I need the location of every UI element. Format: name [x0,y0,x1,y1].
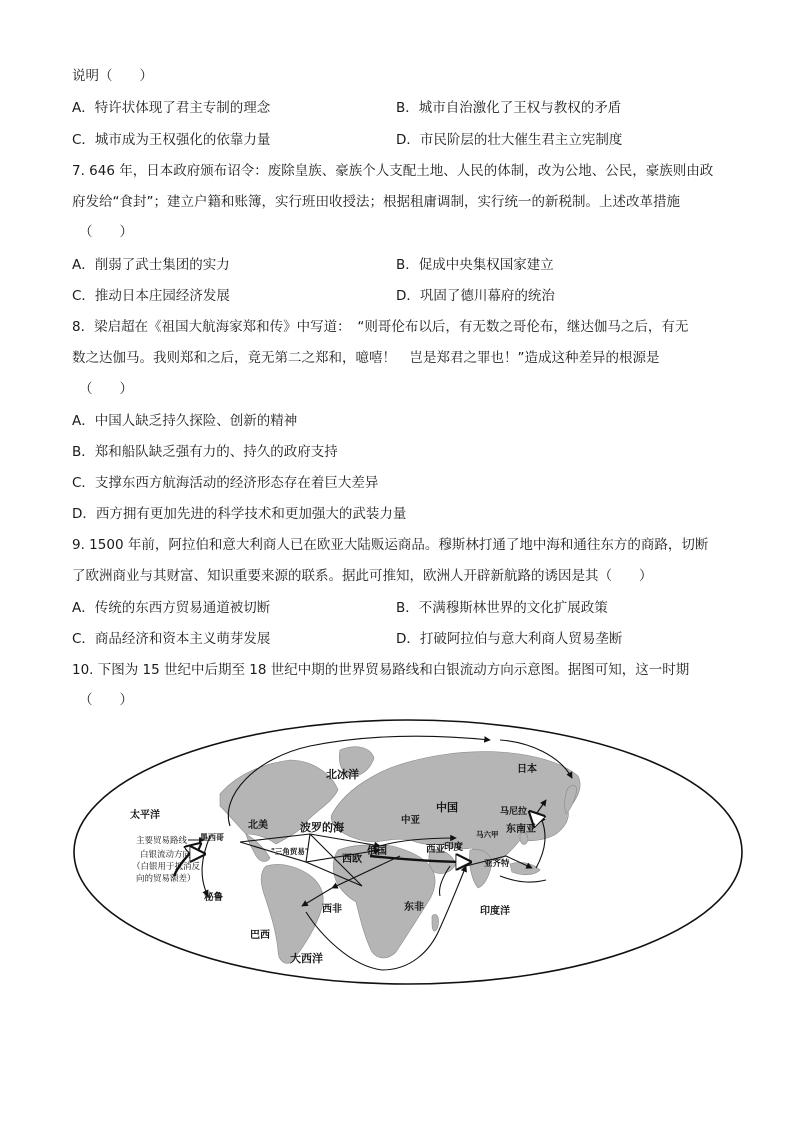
label-west-asia: 西亚 [426,844,446,855]
label-west-europe: 西欧 [342,854,362,865]
label-triangle-trade: "三角贸易" [271,847,309,856]
label-north-america: 北美 [248,820,268,831]
q6-option-d[interactable]: D．市民阶层的壮大催生君主立宪制度 [396,132,623,148]
label-brazil: 巴西 [250,930,270,941]
q6-option-b[interactable]: B．城市自治激化了王权与教权的矛盾 [396,100,622,116]
q8-option-c[interactable]: C．支撑东西方航海活动的经济形态存在着巨大差异 [72,475,379,491]
q6-stem: 说明（ ） [72,68,153,84]
label-russia: 俄国 [367,846,387,857]
q9-option-d[interactable]: D．打破阿拉伯与意大利商人贸易垄断 [396,631,623,647]
q8-option-b[interactable]: B．郑和船队缺乏强有力的、持久的政府支持 [72,444,338,460]
label-japan: 日本 [517,764,537,775]
label-atlantic: 大西洋 [290,952,323,965]
label-china: 中国 [436,801,458,814]
q8-stem-line-2: 数之达伽马。我则郑和之后，竟无第二之郑和，噫嘻！ 岂是郑君之罪也！”造成这种差异的根源是 [72,350,660,366]
q6-option-c[interactable]: C．城市成为王权强化的依靠力量 [72,132,271,148]
label-east-africa: 东非 [404,902,424,913]
label-pacific: 太平洋 [130,810,160,821]
q7-option-c[interactable]: C．推动日本庄园经济发展 [72,288,230,304]
label-indian-ocean: 印度洋 [480,906,510,917]
legend-route-label: 主要贸易路线 [136,836,188,846]
legend-silver-note-2: 向的贸易额差） [136,874,196,884]
q7-option-a[interactable]: A．削弱了武士集团的实力 [72,257,230,273]
q6-option-a[interactable]: A．特许状体现了君主专制的理念 [72,100,271,116]
q8-option-d[interactable]: D．西方拥有更加先进的科学技术和更加强大的武装力量 [72,506,407,522]
q8-stem-line-3: （ ） [79,381,133,397]
q10-stem-line-2: （ ） [79,692,133,708]
q8-option-a[interactable]: A．中国人缺乏持久探险、创新的精神 [72,413,298,429]
label-southeast-asia: 东南亚 [506,824,536,835]
q7-option-b[interactable]: B．促成中央集权国家建立 [396,257,554,273]
label-mexico: 墨西哥 [200,833,224,842]
q7-stem-line-1: 7. 646 年，日本政府颁布诏令：废除皇族、豪族个人支配土地、人民的体制，改为公地、公民，豪族则由政 [72,163,714,179]
label-baltic: 波罗的海 [300,821,344,834]
q7-stem-line-2: 府发给“食封”；建立户籍和账簿，实行班田收授法；根据租庸调制，实行统一的新税制。上述改革措施 [72,194,680,210]
label-malacca: 马六甲 [476,830,499,839]
q8-stem-line-1: 8．梁启超在《祖国大航海家郑和传》中写道： “则哥伦布以后，有无数之哥伦布，继达伽马之后，有无 [72,319,689,335]
q9-option-a[interactable]: A．传统的东西方贸易通道被切断 [72,600,271,616]
q10-stem-line-1: 10. 下图为 15 世纪中后期至 18 世纪中期的世界贸易路线和白银流动方向示意图。据图可知，这一时期 [72,662,690,678]
legend-silver-note-1: （白银用于抵消反 [132,862,201,872]
q9-stem-line-2: 了欧洲商业与其财富、知识重要来源的联系。据此可推知，欧洲人开辟新航路的诱因是其（ ） [72,568,653,584]
label-peru: 秘鲁 [204,892,224,903]
label-west-africa: 西非 [322,904,342,915]
label-india: 印度 [444,842,464,853]
q9-option-b[interactable]: B．不满穆斯林世界的文化扩展政策 [396,600,608,616]
q9-option-c[interactable]: C．商品经济和资本主义萌芽发展 [72,631,271,647]
q9-stem-line-1: 9. 1500 年前，阿拉伯和意大利商人已在欧亚大陆贩运商品。穆斯林打通了地中海和通往东方的商路，切断 [72,537,709,553]
label-aceh: 亚齐特 [484,859,510,869]
q7-stem-line-3: （ ） [79,224,133,240]
q7-option-d[interactable]: D．巩固了德川幕府的统治 [396,288,555,304]
label-central-asia: 中亚 [401,815,421,826]
world-trade-map [70,716,746,988]
legend-silver-label: 白银流动方向 [140,850,192,860]
label-arctic: 北冰洋 [326,768,359,781]
label-manila: 马尼拉 [500,807,528,817]
